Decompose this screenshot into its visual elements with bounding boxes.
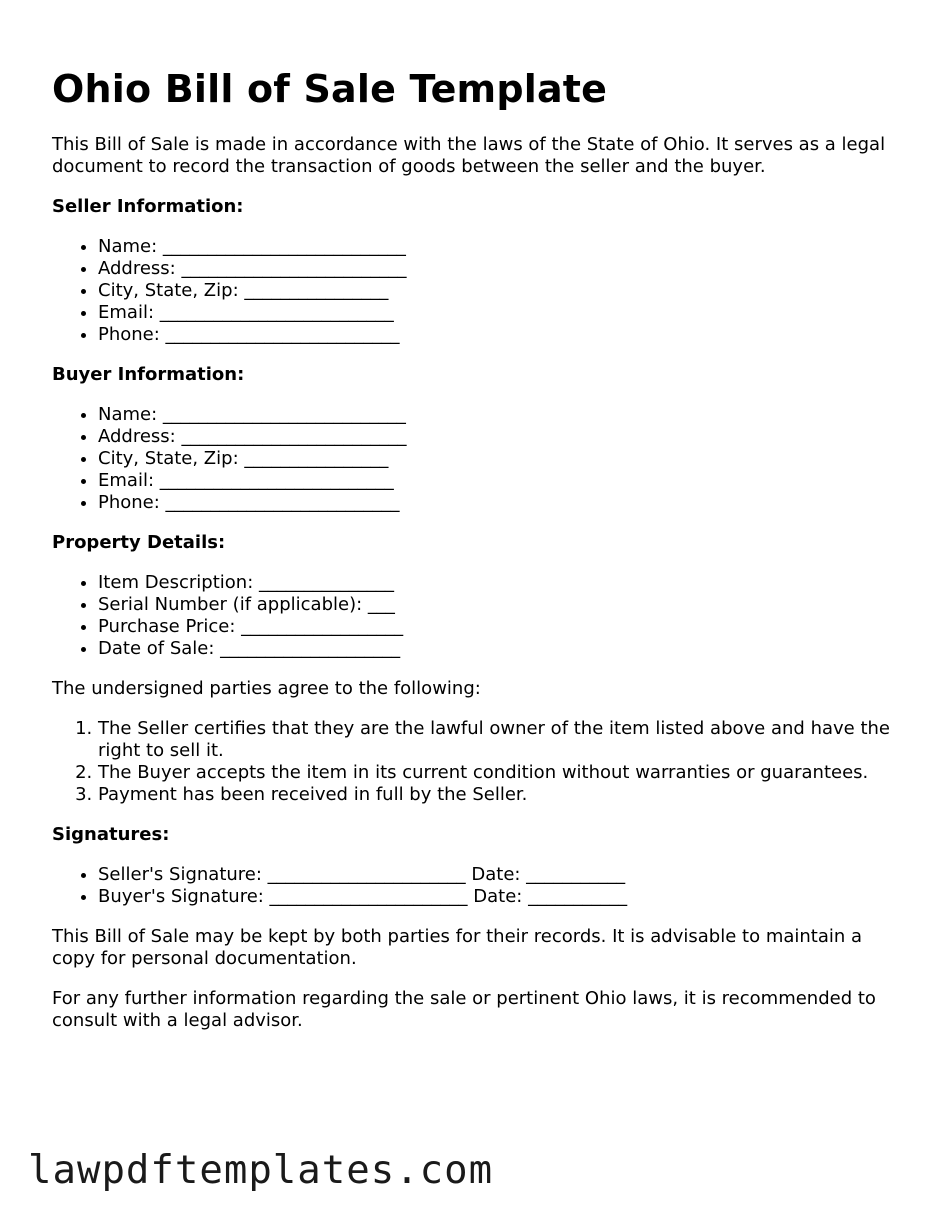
legal-advice-paragraph: For any further information regarding the sale or pertinent Ohio laws, it is recommended to consult with a legal advisor.	[52, 988, 876, 1031]
document-title: Ohio Bill of Sale Template	[52, 67, 608, 111]
intro-paragraph: This Bill of Sale is made in accordance with the laws of the State of Ohio. It serves as a legal document to record the transaction of goods between the seller and the buyer.	[52, 134, 886, 177]
agreement-term: 3. Payment has been received in full by the Seller.	[98, 784, 902, 806]
item-description-field: • Item Description: _______________	[98, 572, 902, 594]
buyer-phone-field: • Phone: __________________________	[98, 492, 902, 514]
buyer-address-field: • Address: _________________________	[98, 426, 902, 448]
date-of-sale-field: • Date of Sale: ____________________	[98, 638, 902, 660]
agreement-terms-list	[52, 718, 902, 806]
watermark-text: lawpdftemplates.com	[28, 1148, 494, 1193]
property-list	[52, 572, 902, 660]
seller-list	[52, 236, 902, 346]
agreement-term: 2. The Buyer accepts the item in its current condition without warranties or guarantees.	[98, 762, 902, 784]
records-paragraph: This Bill of Sale may be kept by both parties for their records. It is advisable to maintain a copy for personal documentation.	[52, 926, 863, 969]
signatures-list	[52, 864, 902, 908]
property-heading: Property Details:	[52, 532, 226, 553]
buyer-email-field: • Email: __________________________	[98, 470, 902, 492]
buyer-heading: Buyer Information:	[52, 364, 245, 385]
seller-heading: Seller Information:	[52, 196, 244, 217]
buyer-signature-line: • Buyer's Signature: ______________________ Date: ___________	[98, 886, 902, 908]
seller-address-field: • Address: _________________________	[98, 258, 902, 280]
purchase-price-field: • Purchase Price: __________________	[98, 616, 902, 638]
seller-city-state-zip-field: • City, State, Zip: ________________	[98, 280, 902, 302]
agreement-lead: The undersigned parties agree to the following:	[52, 678, 481, 699]
seller-signature-line: • Seller's Signature: ______________________ Date: ___________	[98, 864, 902, 886]
seller-phone-field: • Phone: __________________________	[98, 324, 902, 346]
buyer-city-state-zip-field: • City, State, Zip: ________________	[98, 448, 902, 470]
signatures-heading: Signatures:	[52, 824, 170, 845]
buyer-list	[52, 404, 902, 514]
seller-name-field: • Name: ___________________________	[98, 236, 902, 258]
document-page	[52, 0, 902, 1032]
seller-email-field: • Email: __________________________	[98, 302, 902, 324]
serial-number-field: • Serial Number (if applicable): ___	[98, 594, 902, 616]
buyer-name-field: • Name: ___________________________	[98, 404, 902, 426]
agreement-term: 1. The Seller certifies that they are the lawful owner of the item listed above and have the right to sell it.	[98, 718, 902, 762]
